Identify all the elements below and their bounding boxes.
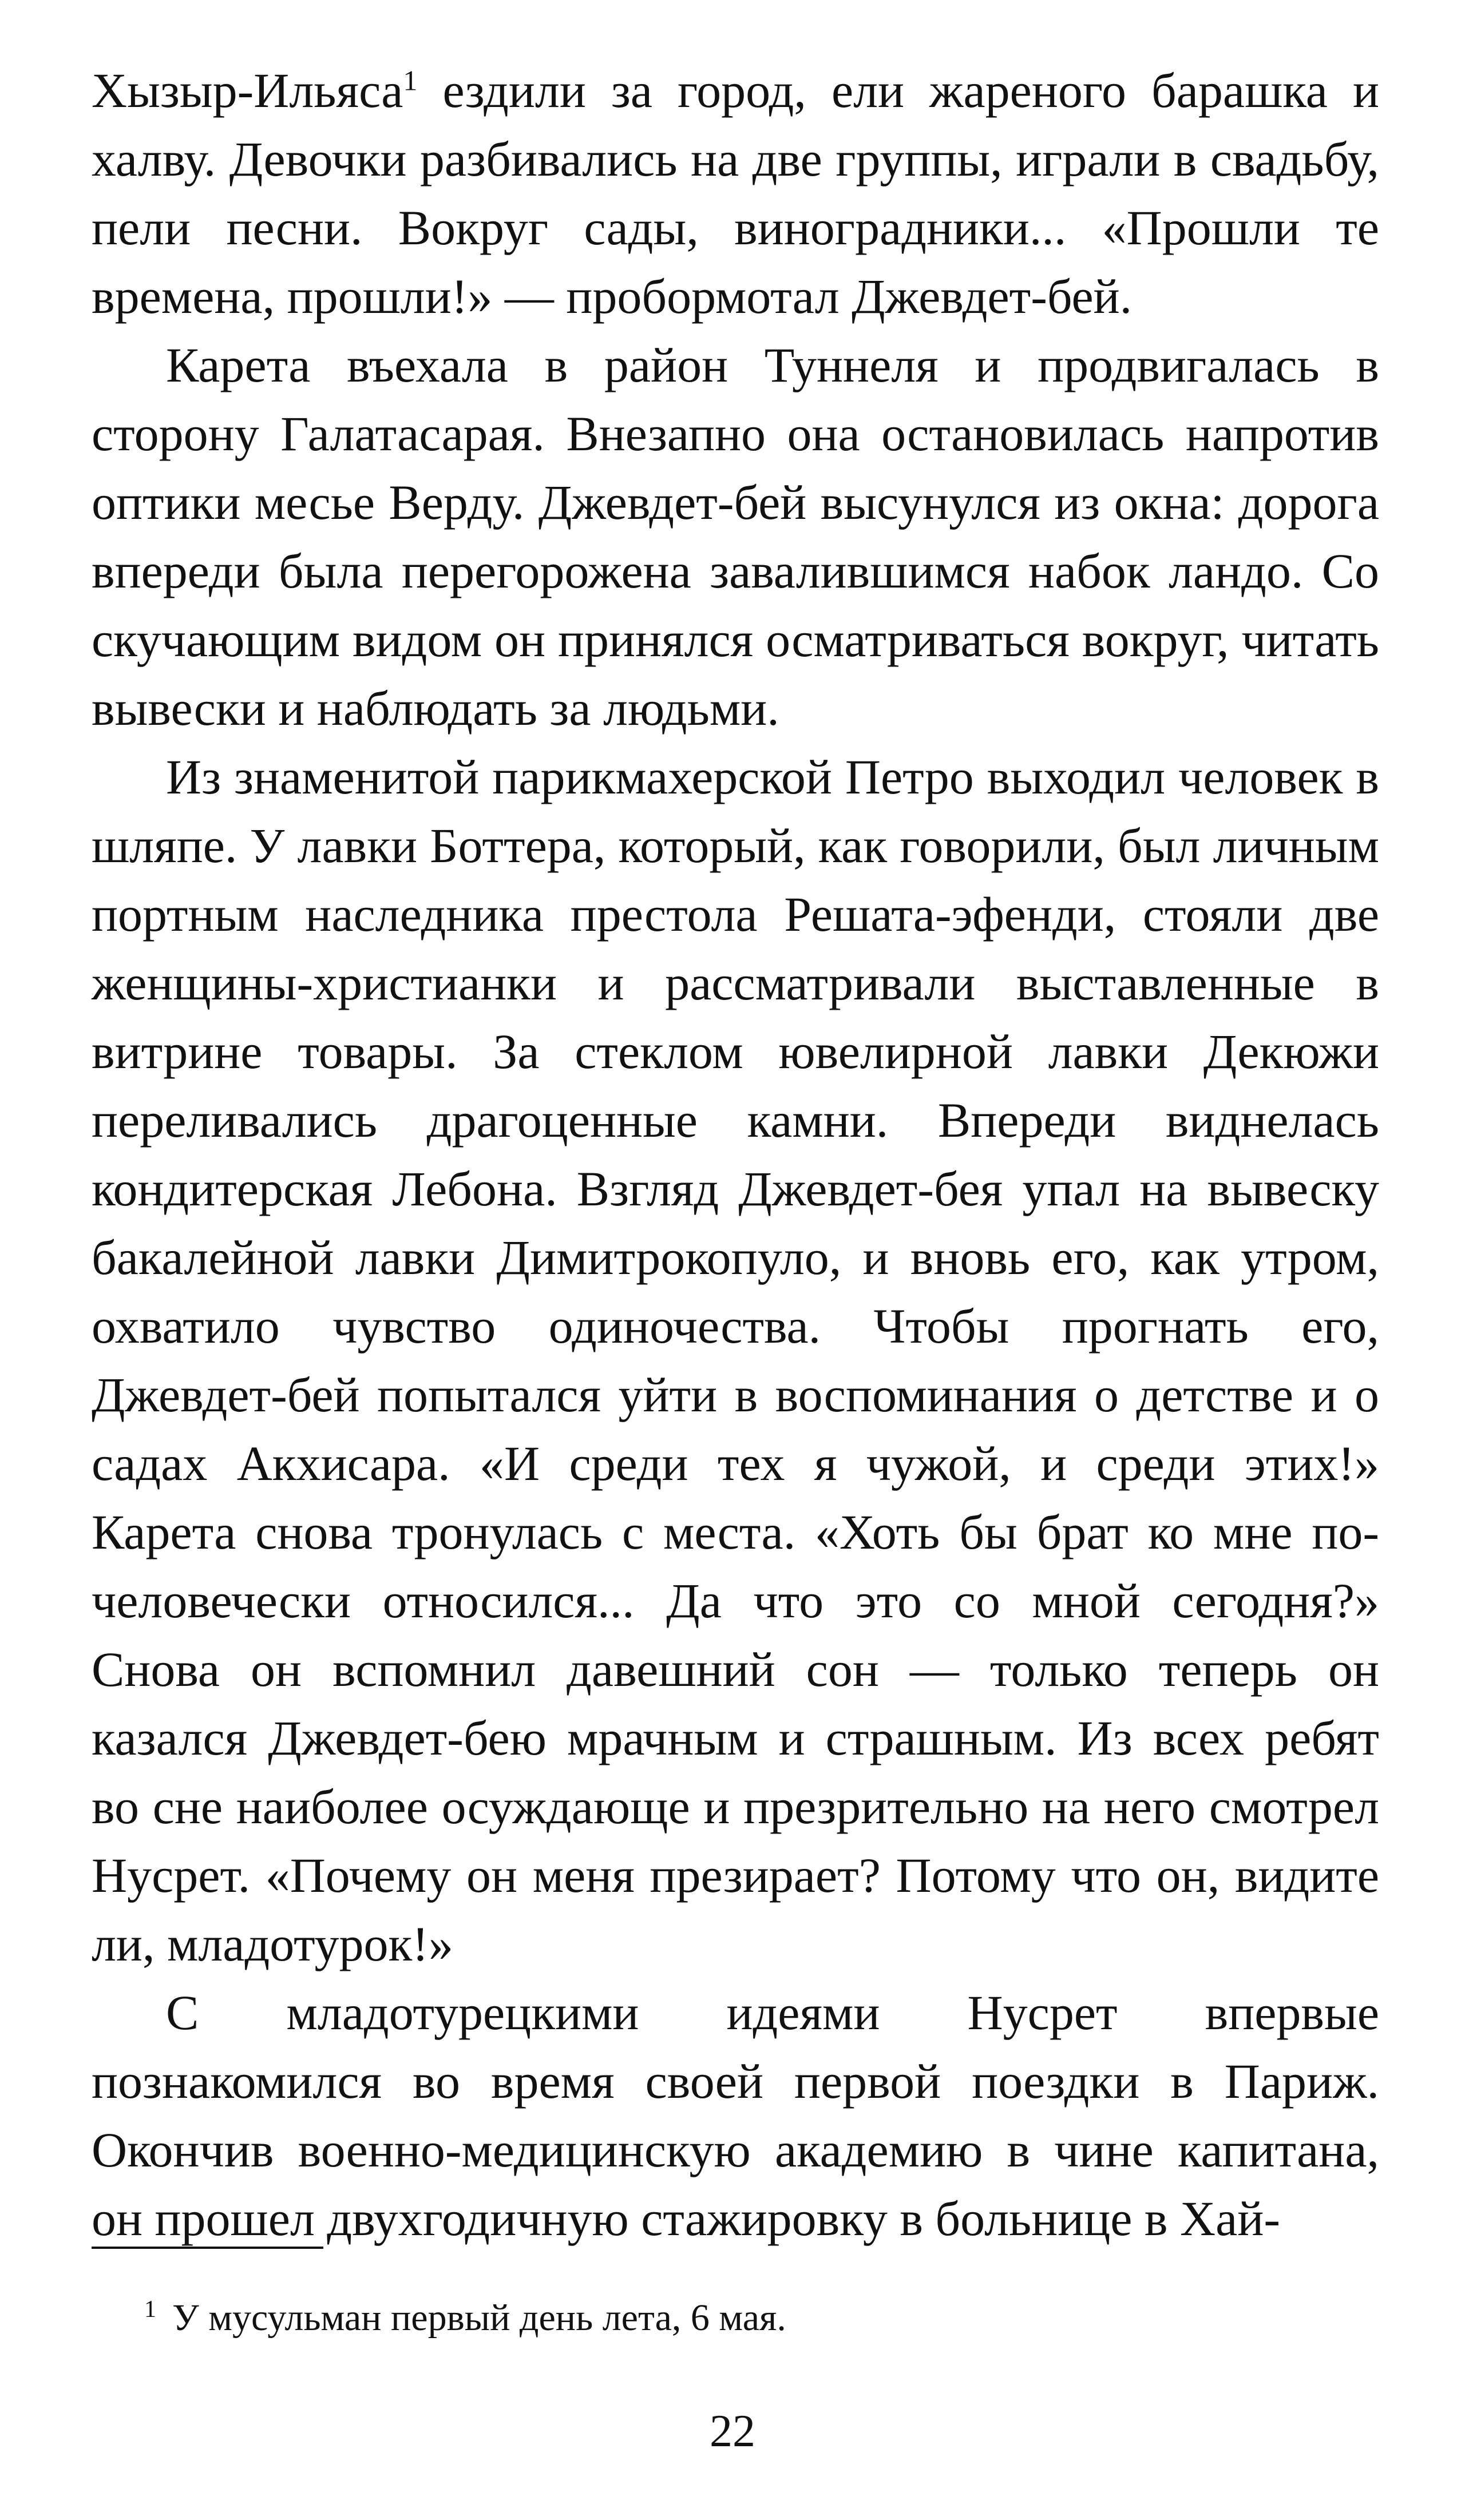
paragraph-1-rest: ездили за город, ели жареного барашка и халву. Девочки разбивались на две группы, играли в свадьбу, пели песни. Вокруг сады, виноградники... «Прошли те времена, прошли!» — пробормотал Джевдет-бей.	[92, 63, 1379, 324]
paragraph-1-start: Хызыр-Ильяса	[92, 63, 403, 118]
footnote-text: У мусульман первый день лета, 6 мая.	[172, 2297, 786, 2339]
paragraph-4: С младотурецкими идеями Нусрет впервые познакомился во время своей первой поездки в Париж. Окончив военно-медицинскую академию в чине капитана, он прошел двухгодичную стажировку в больнице в Хай-	[92, 1985, 1379, 2246]
main-text	[92, 56, 1379, 2253]
footnote-reference: 1	[403, 64, 418, 97]
paragraph-3: Из знаменитой парикмахерской Петро выходил человек в шляпе. У лавки Боттера, который, как говорили, был личным портным наследника престола Решата-эфенди, стояли две женщины-христианки и рассматривали выставленные в витрине товары. За стеклом ювелирной лавки Декюжи переливались драгоценные камни. Впереди виднелась кондитерская Лебона. Взгляд Джевдет-бея упал на вывеску бакалейной лавки Димитрокопуло, и вновь его, как утром, охватило чувство одиночества. Чтобы прогнать его, Джевдет-бей попытался уйти в воспоминания о детстве и о садах Акхисара. «И среди тех я чужой, и среди этих!» Карета снова тронулась с места. «Хоть бы брат ко мне по-человечески относился... Да что это со мной сегодня?» Снова он вспомнил давешний сон — только теперь он казался Джевдет-бею мрачным и страшным. Из всех ребят во сне наиболее осуждающе и презрительно на него смотрел Нусрет. «Почему он меня презирает? Потому что он, видите ли, младотурок!»	[92, 749, 1379, 1971]
footnote	[144, 2294, 1346, 2342]
footnote-divider	[92, 2247, 323, 2249]
page-number: 22	[710, 2406, 755, 2456]
paragraph-2: Карета въехала в район Туннеля и продвигалась в сторону Галатасарая. Внезапно она остановилась напротив оптики месье Верду. Джевдет-бей высунулся из окна: дорога впереди была перегорожена завалившимся набок ландо. Со скучающим видом он принялся осматриваться вокруг, читать вывески и наблюдать за людьми.	[92, 338, 1379, 736]
paragraph-1	[92, 56, 1379, 331]
footnote-number: 1	[144, 2296, 156, 2323]
